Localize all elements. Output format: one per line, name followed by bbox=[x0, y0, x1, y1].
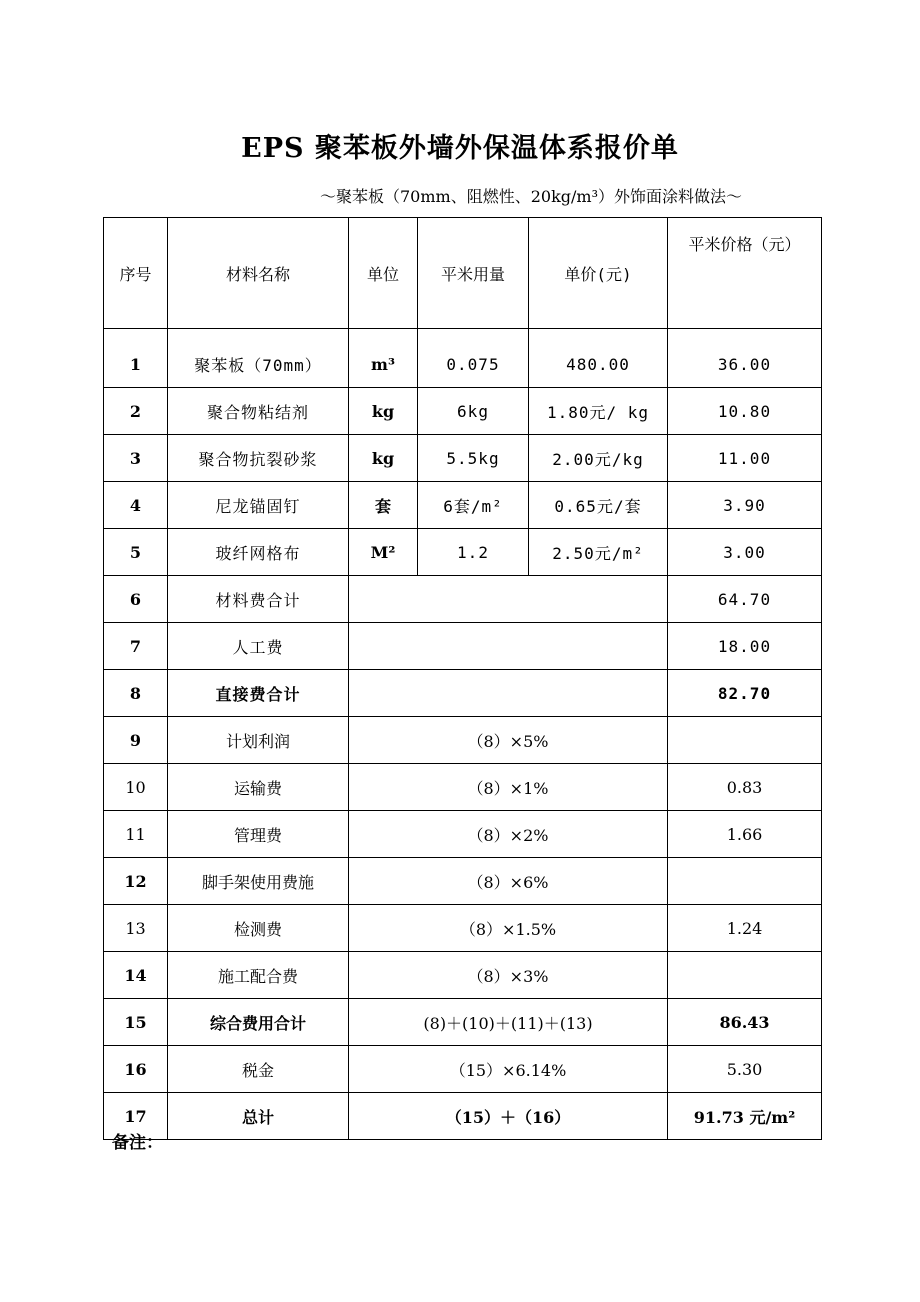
row-unit: M² bbox=[349, 529, 418, 576]
row-price: 2.00元/kg bbox=[529, 435, 668, 482]
row-unit: 套 bbox=[349, 482, 418, 529]
row-name: 施工配合费 bbox=[168, 952, 349, 999]
row-sqm-price: 36.00 bbox=[668, 329, 822, 388]
row-unit: kg bbox=[349, 388, 418, 435]
row-sqm-price: 10.80 bbox=[668, 388, 822, 435]
row-name: 尼龙锚固钉 bbox=[168, 482, 349, 529]
row-formula bbox=[349, 623, 668, 670]
row-no: 4 bbox=[104, 482, 168, 529]
table-row bbox=[104, 576, 822, 623]
row-name: 管理费 bbox=[168, 811, 349, 858]
header-no: 序号 bbox=[104, 218, 168, 329]
row-unit: m³ bbox=[349, 329, 418, 388]
row-usage: 0.075 bbox=[418, 329, 529, 388]
header-sqm-price: 平米价格（元） bbox=[668, 218, 822, 329]
row-formula: （8）×3% bbox=[349, 952, 668, 999]
row-formula: （8）×1% bbox=[349, 764, 668, 811]
table-row bbox=[104, 1046, 822, 1093]
table-row bbox=[104, 329, 822, 388]
row-no: 13 bbox=[104, 905, 168, 952]
table-row bbox=[104, 435, 822, 482]
table-row bbox=[104, 717, 822, 764]
quote-table bbox=[103, 217, 822, 1140]
row-sqm-price: 86.43 bbox=[668, 999, 822, 1046]
table-row bbox=[104, 529, 822, 576]
table-row bbox=[104, 999, 822, 1046]
row-no: 16 bbox=[104, 1046, 168, 1093]
row-name: 聚合物粘结剂 bbox=[168, 388, 349, 435]
row-no: 1 bbox=[104, 329, 168, 388]
row-sqm-price: 3.90 bbox=[668, 482, 822, 529]
header-price: 单价(元) bbox=[529, 218, 668, 329]
row-no: 14 bbox=[104, 952, 168, 999]
row-name: 计划利润 bbox=[168, 717, 349, 764]
row-name: 综合费用合计 bbox=[168, 999, 349, 1046]
row-no: 8 bbox=[104, 670, 168, 717]
row-formula: （8）×1.5% bbox=[349, 905, 668, 952]
table-row bbox=[104, 388, 822, 435]
row-sqm-price: 1.24 bbox=[668, 905, 822, 952]
row-sqm-price bbox=[668, 717, 822, 764]
row-no: 6 bbox=[104, 576, 168, 623]
row-name: 税金 bbox=[168, 1046, 349, 1093]
row-usage: 5.5kg bbox=[418, 435, 529, 482]
table-row bbox=[104, 858, 822, 905]
row-price: 0.65元/套 bbox=[529, 482, 668, 529]
row-name: 聚合物抗裂砂浆 bbox=[168, 435, 349, 482]
row-formula: （15）＋（16） bbox=[349, 1093, 668, 1140]
row-formula: （8）×2% bbox=[349, 811, 668, 858]
row-sqm-price: 0.83 bbox=[668, 764, 822, 811]
row-sqm-price: 1.66 bbox=[668, 811, 822, 858]
row-name: 总计 bbox=[168, 1093, 349, 1140]
row-sqm-price bbox=[668, 952, 822, 999]
note-label: 备注： bbox=[112, 1133, 163, 1153]
row-price: 2.50元/m² bbox=[529, 529, 668, 576]
table-row bbox=[104, 482, 822, 529]
row-formula bbox=[349, 576, 668, 623]
header-name: 材料名称 bbox=[168, 218, 349, 329]
row-sqm-price: 11.00 bbox=[668, 435, 822, 482]
row-name: 脚手架使用费施 bbox=[168, 858, 349, 905]
row-sqm-price: 5.30 bbox=[668, 1046, 822, 1093]
row-usage: 6套/m² bbox=[418, 482, 529, 529]
table-row bbox=[104, 764, 822, 811]
row-sqm-price bbox=[668, 858, 822, 905]
row-no: 15 bbox=[104, 999, 168, 1046]
row-sqm-price: 82.70 bbox=[668, 670, 822, 717]
row-no: 2 bbox=[104, 388, 168, 435]
table-row bbox=[104, 623, 822, 670]
table-header-row bbox=[104, 218, 822, 329]
row-formula: （8）×5% bbox=[349, 717, 668, 764]
header-unit: 单位 bbox=[349, 218, 418, 329]
row-no: 12 bbox=[104, 858, 168, 905]
row-name: 聚苯板（70mm） bbox=[168, 329, 349, 388]
row-no: 5 bbox=[104, 529, 168, 576]
row-no: 7 bbox=[104, 623, 168, 670]
row-formula: （15）×6.14% bbox=[349, 1046, 668, 1093]
table-row bbox=[104, 1093, 822, 1140]
row-no: 9 bbox=[104, 717, 168, 764]
row-price: 480.00 bbox=[529, 329, 668, 388]
row-name: 人工费 bbox=[168, 623, 349, 670]
row-sqm-price: 3.00 bbox=[668, 529, 822, 576]
row-name: 检测费 bbox=[168, 905, 349, 952]
row-formula: (8)＋(10)＋(11)＋(13) bbox=[349, 999, 668, 1046]
row-formula: （8）×6% bbox=[349, 858, 668, 905]
document-title: EPS 聚苯板外墙外保温体系报价单 bbox=[241, 133, 679, 164]
table-row bbox=[104, 952, 822, 999]
row-usage: 1.2 bbox=[418, 529, 529, 576]
row-sqm-price: 91.73 元/m² bbox=[668, 1093, 822, 1140]
row-name: 玻纤网格布 bbox=[168, 529, 349, 576]
row-name: 运输费 bbox=[168, 764, 349, 811]
row-no: 11 bbox=[104, 811, 168, 858]
row-unit: kg bbox=[349, 435, 418, 482]
table-row bbox=[104, 905, 822, 952]
row-usage: 6kg bbox=[418, 388, 529, 435]
row-sqm-price: 64.70 bbox=[668, 576, 822, 623]
row-name: 材料费合计 bbox=[168, 576, 349, 623]
row-no: 10 bbox=[104, 764, 168, 811]
row-name: 直接费合计 bbox=[168, 670, 349, 717]
row-formula bbox=[349, 670, 668, 717]
table-row bbox=[104, 811, 822, 858]
row-sqm-price: 18.00 bbox=[668, 623, 822, 670]
row-no: 3 bbox=[104, 435, 168, 482]
row-no: 17 bbox=[104, 1093, 168, 1140]
row-price: 1.80元/ kg bbox=[529, 388, 668, 435]
header-usage: 平米用量 bbox=[418, 218, 529, 329]
table-row bbox=[104, 670, 822, 717]
document-subtitle: ～聚苯板（70mm、阻燃性、20kg/m³）外饰面涂料做法～ bbox=[320, 187, 742, 206]
